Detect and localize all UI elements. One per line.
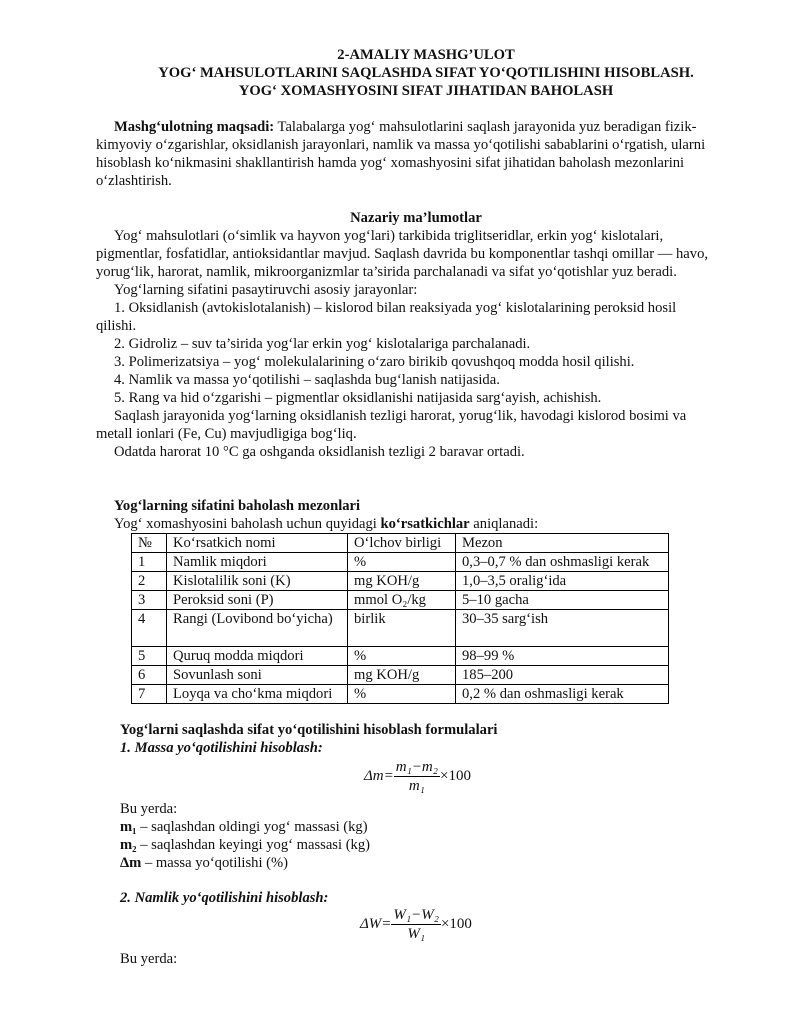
criteria-intro-end: aniqlanadi:: [469, 516, 539, 532]
formula-1-denominator: m₁: [408, 778, 425, 794]
process-item-2: 2. Gidroliz – suv ta’sirida yog‘lar erkin yog‘ kislotalariga parchalanadi.: [114, 336, 531, 352]
where-label-2: Bu yerda:: [120, 951, 178, 967]
theory-paragraph-2: Yog‘larning sifatini pasaytiruvchi asosiy jarayonlar:: [114, 282, 418, 298]
table-cell: 0,2 % dan oshmasligi kerak: [456, 685, 669, 704]
table-row: [132, 685, 669, 704]
formula-1-rhs: ×100: [439, 767, 471, 784]
variable-description: – saqlashdan oldingi yog‘ massasi (kg): [136, 819, 368, 835]
header-cell: O‘lchov birligi: [348, 534, 456, 553]
variable-item: [120, 854, 760, 872]
formula-2-fraction: [391, 906, 441, 943]
criteria-intro-text: Yog‘ xomashyosini baholash uchun quyidagi: [114, 516, 381, 532]
table-header-row: [132, 534, 669, 553]
where-label-1: Bu yerda:: [120, 801, 178, 817]
table-cell: mg KOH/g: [348, 572, 456, 591]
table-cell: Kislotalilik soni (K): [167, 572, 348, 591]
table-cell: 6: [132, 666, 167, 685]
table-cell: %: [348, 553, 456, 572]
variable-item: [120, 818, 760, 836]
table-cell: birlik: [348, 610, 456, 647]
title-line-1: 2-AMALIY MASHG’ULOT: [337, 47, 515, 63]
header-cell: Mezon: [456, 534, 669, 553]
table-row: [132, 610, 669, 647]
title-line-3: YOG‘ XOMASHYOSINI SIFAT JIHATIDAN BAHOLASH: [238, 83, 614, 99]
criteria-intro-bold: ko‘rsatkichlar: [380, 516, 470, 532]
table-cell: Sovunlash soni: [167, 666, 348, 685]
table-cell: Peroksid soni (P): [167, 591, 348, 610]
table-cell: 98–99 %: [456, 647, 669, 666]
table-row: [132, 591, 669, 610]
table-cell: 30–35 sarg‘ish: [456, 610, 669, 647]
table-cell: 5: [132, 647, 167, 666]
formula-1-numerator: m₁−m₂: [395, 759, 438, 775]
header-cell: №: [132, 534, 167, 553]
formula-1-title: 1. Massa yo‘qotilishini hisoblash:: [120, 740, 323, 756]
goal-text: Talabalarga yog‘ mahsulotlarini saqlash jarayonida yuz beradigan fizik-kimyoviy o‘zgarishlar, oksidlanish jarayonlari, namlik va massa yo‘qotilishi sabablarini o‘rgatish, ularni hisoblash ko‘nikmasini shakllantirish hamda yog‘ xomashyosini sifat jihatidan baholash mezonlarini o‘zlashtirish.: [96, 119, 706, 189]
table-cell: 4: [132, 610, 167, 647]
theory-section: [96, 227, 716, 461]
process-item-3: 3. Polimerizatsiya – yog‘ molekulalarining o‘zaro birikib qovushqoq modda hosil qilishi.: [114, 354, 635, 370]
theory-paragraph-1: Yog‘ mahsulotlari (o‘simlik va hayvon yog‘lari) tarkibida triglitseridlar, erkin yog‘ kislotalari, pigmentlar, fosfatidlar, antioksidantlar mavjud. Saqlash davrida bu komponentlar tashqi omillar — havo, yorug‘lik, harorat, namlik, mikroorganizmlar ta’sirida parchalanadi va sifat yo‘qotishlar yuz beradi.: [96, 228, 709, 280]
table-cell: 1,0–3,5 oralig‘ida: [456, 572, 669, 591]
criteria-heading: Yog‘larning sifatini baholash mezonlari: [114, 498, 361, 514]
variable-description: – massa yo‘qotilishi (%): [141, 855, 289, 871]
formula-1-fraction: [394, 758, 440, 795]
formula-moisture-loss: [360, 906, 472, 943]
table-cell: 2: [132, 572, 167, 591]
table-cell: %: [348, 685, 456, 704]
criteria-intro: [114, 515, 754, 533]
table-cell: mmol O₂/kg: [348, 591, 456, 610]
formula-2-title: 2. Namlik yo‘qotilishini hisoblash:: [120, 890, 329, 906]
table-cell: 0,3–0,7 % dan oshmasligi kerak: [456, 553, 669, 572]
theory-paragraph-3: Saqlash jarayonida yog‘larning oksidlanish tezligi harorat, yorug‘lik, havodagi kislorod bosimi va metall ionlari (Fe, Cu) mavjudligiga bog‘liq.: [96, 408, 687, 442]
table-cell: 5–10 gacha: [456, 591, 669, 610]
table-row: [132, 572, 669, 591]
goal-paragraph: [96, 118, 728, 190]
formula-2-denominator: W₁: [407, 926, 426, 942]
variable-symbol: Δm: [120, 855, 142, 871]
process-item-1: 1. Oksidlanish (avtokislotalanish) – kislorod bilan reaksiyada yog‘ kislotalarining peroksid hosil qilishi.: [96, 300, 677, 334]
variable-symbol: m₁: [120, 819, 137, 835]
variable-description: – saqlashdan keyingi yog‘ massasi (kg): [136, 837, 371, 853]
criteria-table: [131, 533, 669, 704]
table-cell: 185–200: [456, 666, 669, 685]
header-cell: Ko‘rsatkich nomi: [167, 534, 348, 553]
theory-paragraph-4: Odatda harorat 10 °C ga oshganda oksidlanish tezligi 2 baravar ortadi.: [114, 444, 525, 460]
table-cell: mg KOH/g: [348, 666, 456, 685]
formula-1-lhs: Δm=: [364, 767, 394, 784]
table-row: [132, 666, 669, 685]
variable-symbol: m₂: [120, 837, 137, 853]
process-item-4: 4. Namlik va massa yo‘qotilishi – saqlashda bug‘lanish natijasida.: [114, 372, 500, 388]
variable-list-1: [120, 818, 760, 872]
page-title: [96, 46, 756, 100]
table-cell: Loyqa va cho‘kma miqdori: [167, 685, 348, 704]
formula-2-lhs: ΔW=: [360, 915, 392, 932]
table-row: [132, 647, 669, 666]
table-cell: Quruq modda miqdori: [167, 647, 348, 666]
process-item-5: 5. Rang va hid o‘zgarishi – pigmentlar oksidlanishi natijasida sarg‘ayish, achishish.: [114, 390, 602, 406]
formula-2-rhs: ×100: [440, 915, 472, 932]
table-cell: Namlik miqdori: [167, 553, 348, 572]
table-cell: 7: [132, 685, 167, 704]
title-line-2: YOG‘ MAHSULOTLARINI SAQLASHDA SIFAT YO‘QOTILISHINI HISOBLASH.: [158, 65, 694, 81]
table-row: [132, 553, 669, 572]
formula-mass-loss: [364, 758, 471, 795]
theory-heading: Nazariy ma’lumotlar: [350, 210, 482, 226]
goal-label: Mashg‘ulotning maqsadi:: [114, 119, 275, 135]
formula-2-numerator: W₁−W₂: [393, 907, 439, 923]
formulas-heading: Yog‘larni saqlashda sifat yo‘qotilishini hisoblash formulalari: [120, 722, 498, 738]
table-cell: %: [348, 647, 456, 666]
table-cell: 1: [132, 553, 167, 572]
variable-item: [120, 836, 760, 854]
table-cell: Rangi (Lovibond bo‘yicha): [167, 610, 348, 647]
table-cell: 3: [132, 591, 167, 610]
